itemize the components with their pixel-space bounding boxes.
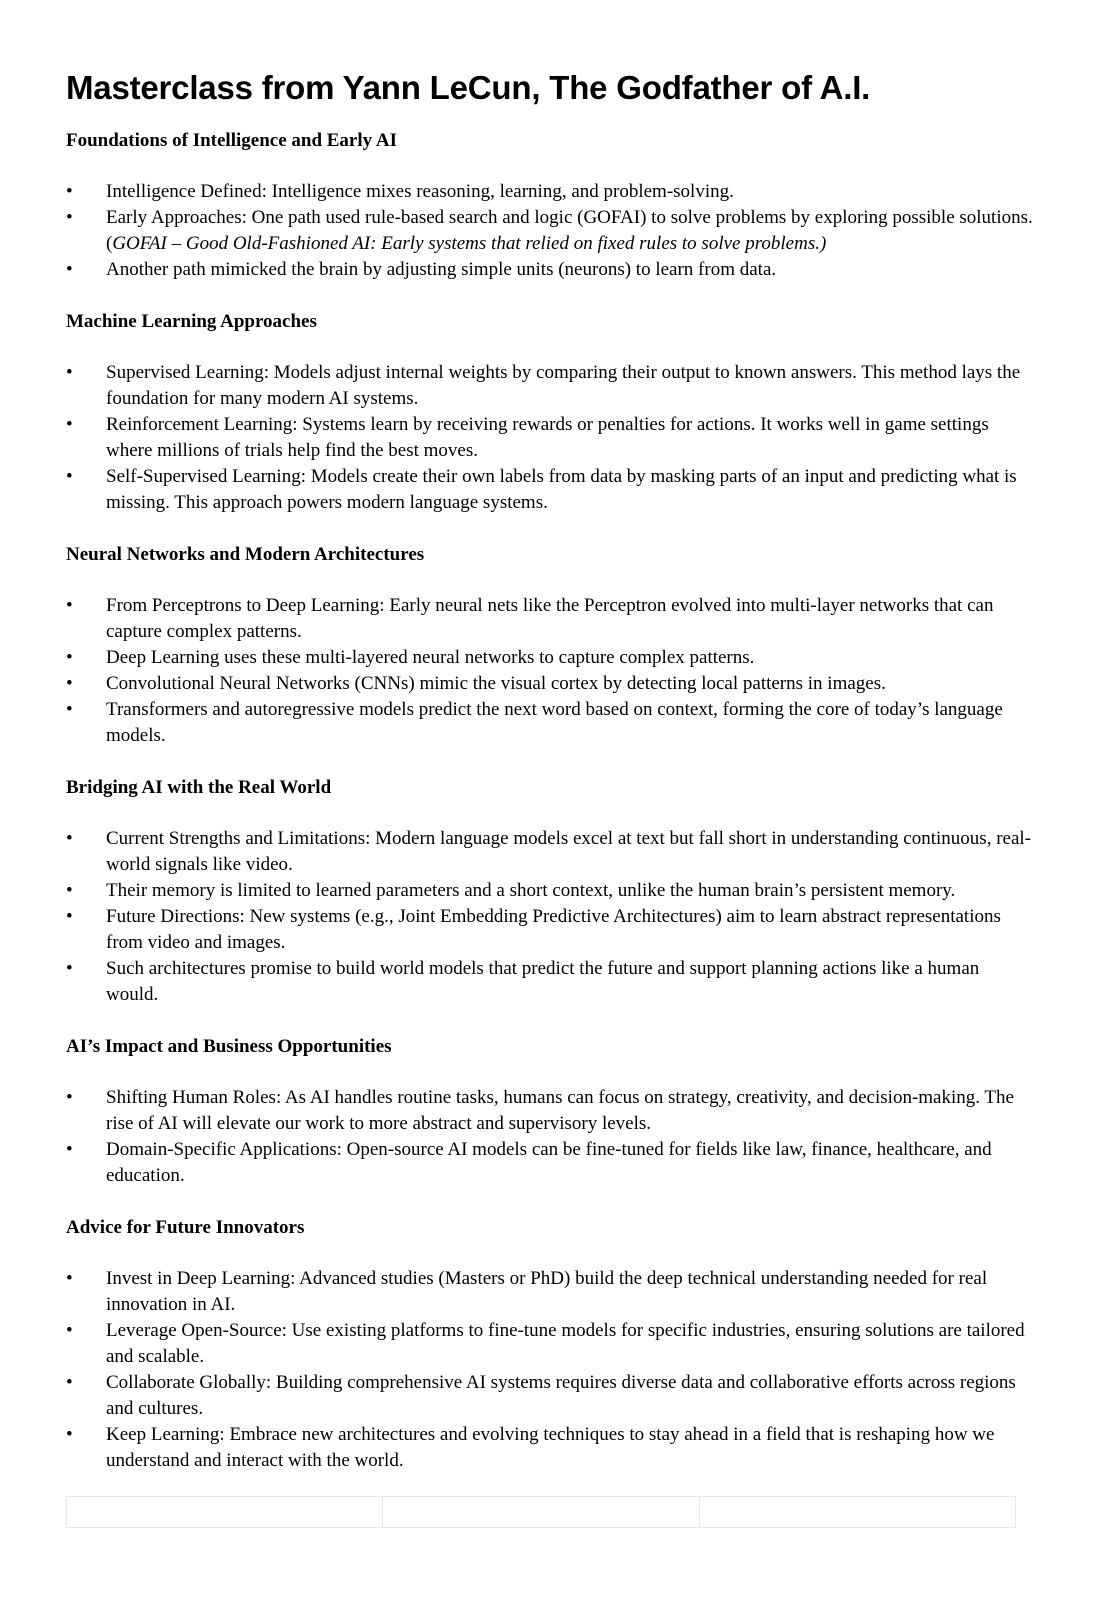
list-item-text: Future Directions: New systems (e.g., Joint Embedding Predictive Architectures) aim to learn abstract representations from video and images. [106,906,1001,953]
section-neural-networks [66,542,1036,749]
list-item [66,1266,1036,1318]
list-item-text: Leverage Open-Source: Use existing platforms to fine-tune models for specific industries, ensuring solutions are tailored and scalable. [106,1320,1025,1367]
bullet-glyph: • [66,958,73,979]
list-item-text: Self-Supervised Learning: Models create their own labels from data by masking parts of an input and predicting what is missing. This approach powers modern language systems. [106,466,1017,513]
section-heading: Foundations of Intelligence and Early AI [66,130,397,151]
section-heading: Bridging AI with the Real World [66,777,332,798]
list-item-text: Shifting Human Roles: As AI handles routine tasks, humans can focus on strategy, creativity, and decision-making. The rise of AI will elevate our work to more abstract and supervisory levels. [106,1087,1014,1134]
gofai-note [66,231,1036,257]
bullet-glyph: • [66,259,73,280]
list-item [66,904,1036,956]
section-heading: Machine Learning Approaches [66,311,317,332]
list-item-text: Keep Learning: Embrace new architectures and evolving techniques to stay ahead in a field that is reshaping how we understand and interact with the world. [106,1424,995,1471]
list-item-text: Reinforcement Learning: Systems learn by receiving rewards or penalties for actions. It works well in game settings where millions of trials help find the best moves. [106,414,989,461]
bullet-glyph: • [66,595,73,616]
list-item-text: Transformers and autoregressive models predict the next word based on context, forming the core of today’s language models. [106,699,1003,746]
section-heading: Advice for Future Innovators [66,1217,305,1238]
note-open-paren: ( [106,233,113,254]
empty-footer-table [66,1496,1016,1528]
list-item-text: Intelligence Defined: Intelligence mixes reasoning, learning, and problem-solving. [106,181,734,202]
bullet-glyph: • [66,1372,73,1393]
bullet-glyph: • [66,828,73,849]
bullet-glyph: • [66,181,73,202]
list-item [66,1085,1036,1137]
bullet-glyph: • [66,1087,73,1108]
bullet-glyph: • [66,207,73,228]
list-item [66,257,1036,283]
bullet-glyph: • [66,647,73,668]
list-item [66,826,1036,878]
list-item [66,205,1036,231]
bullet-list [66,826,1036,1008]
section-real-world [66,775,1036,1008]
list-item [66,464,1036,516]
bullet-glyph: • [66,1424,73,1445]
list-item [66,956,1036,1008]
list-item-text: From Perceptrons to Deep Learning: Early neural nets like the Perceptron evolved into multi-layer networks that can capture complex patterns. [106,595,994,642]
note-text: GOFAI – Good Old-Fashioned AI: Early systems that relied on fixed rules to solve problems.) [112,233,827,254]
bullet-glyph: • [66,1139,73,1160]
bullet-glyph: • [66,1268,73,1289]
bullet-glyph: • [66,466,73,487]
bullet-list [66,179,1036,283]
list-item [66,697,1036,749]
bullet-glyph: • [66,1320,73,1341]
bullet-list [66,360,1036,516]
bullet-list [66,1085,1036,1189]
list-item-text: Current Strengths and Limitations: Modern language models excel at text but fall short in understanding continuous, real-world signals like video. [106,828,1031,875]
list-item [66,878,1036,904]
bullet-list [66,593,1036,749]
list-item-text: Deep Learning uses these multi-layered neural networks to capture complex patterns. [106,647,755,668]
list-item [66,1318,1036,1370]
list-item [66,1370,1036,1422]
list-item-text: Collaborate Globally: Building comprehensive AI systems requires diverse data and collaborative efforts across regions and cultures. [106,1372,1016,1419]
list-item [66,1137,1036,1189]
list-item [66,179,1036,205]
bullet-glyph: • [66,906,73,927]
section-impact [66,1034,1036,1189]
footer-cell [383,1497,699,1527]
bullet-glyph: • [66,414,73,435]
list-item-text: Domain-Specific Applications: Open-source AI models can be fine-tuned for fields like law, finance, healthcare, and education. [106,1139,992,1186]
bullet-glyph: • [66,880,73,901]
section-heading: AI’s Impact and Business Opportunities [66,1036,392,1057]
section-heading: Neural Networks and Modern Architectures [66,544,425,565]
list-item [66,412,1036,464]
bullet-glyph: • [66,699,73,720]
section-machine-learning [66,309,1036,516]
list-item-text: Invest in Deep Learning: Advanced studies (Masters or PhD) build the deep technical understanding needed for real innovation in AI. [106,1268,988,1315]
footer-cell [700,1497,1015,1527]
footer-cell [67,1497,383,1527]
document-page [66,0,1036,1474]
bullet-glyph: • [66,673,73,694]
list-item [66,360,1036,412]
section-advice [66,1215,1036,1474]
bullet-list [66,1266,1036,1474]
list-item [66,1422,1036,1474]
list-item [66,671,1036,697]
list-item-text: Convolutional Neural Networks (CNNs) mimic the visual cortex by detecting local patterns in images. [106,673,886,694]
list-item-text: Supervised Learning: Models adjust internal weights by comparing their output to known answers. This method lays the foundation for many modern AI systems. [106,362,1021,409]
list-item-text: Their memory is limited to learned parameters and a short context, unlike the human brain’s persistent memory. [106,880,956,901]
section-foundations [66,128,1036,283]
list-item-text: Early Approaches: One path used rule-based search and logic (GOFAI) to solve problems by exploring possible solutions. [106,207,1033,228]
list-item-text: Such architectures promise to build world models that predict the future and support planning actions like a human would. [106,958,980,1005]
document-title: Masterclass from Yann LeCun, The Godfather of A.I. [66,69,871,106]
bullet-glyph: • [66,362,73,383]
list-item [66,645,1036,671]
list-item-text: Another path mimicked the brain by adjusting simple units (neurons) to learn from data. [106,259,777,280]
list-item [66,593,1036,645]
